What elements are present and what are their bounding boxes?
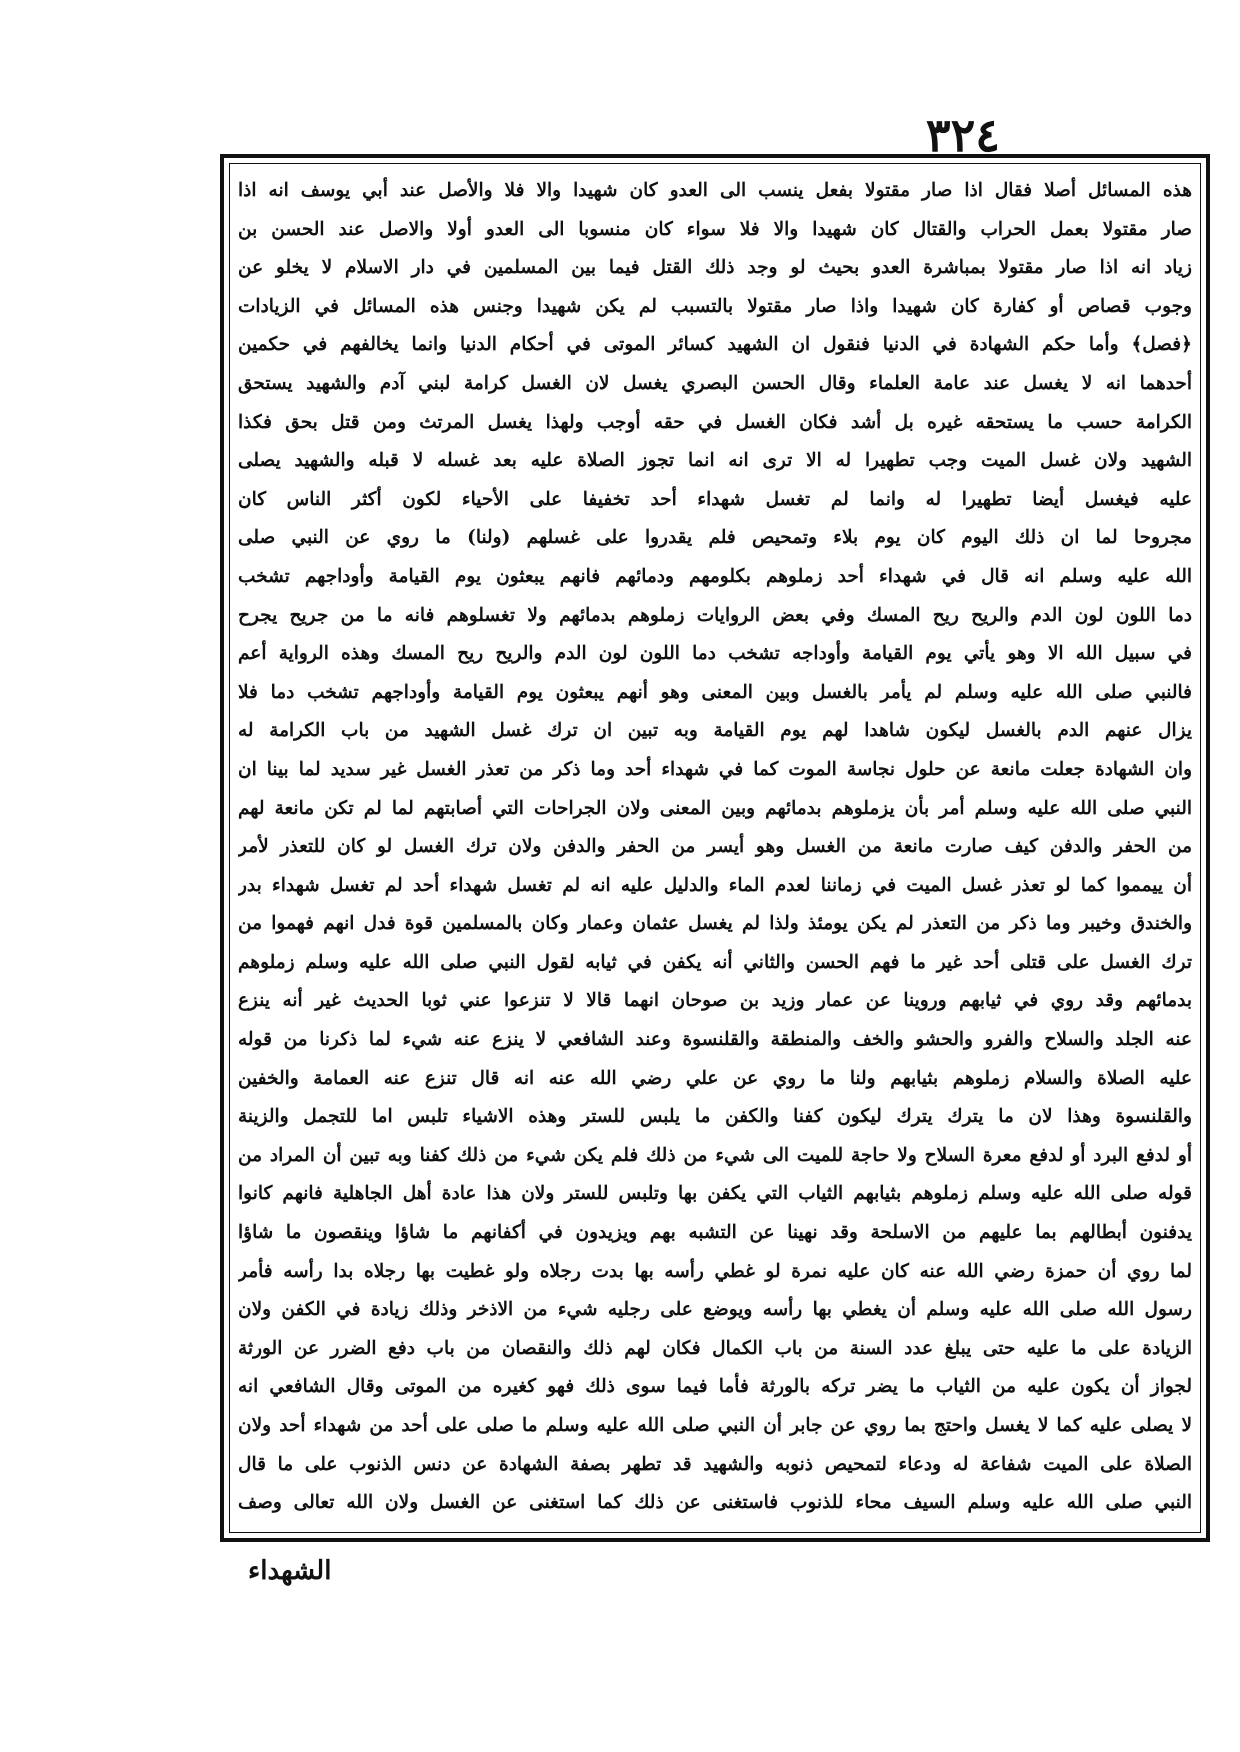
- text-line: عنه الجلد والسلاح والفرو والحشو والخف والمنطقة والقلنسوة وعند الشافعي لا ينزع عنه شيء لما ذكرنا من قوله: [238, 1029, 1192, 1051]
- text-line: أن ييمموا كما لو تعذر غسل الميت في زماننا لعدم الماء والدليل عليه انه لم تغسل شهداء أحد لم تغسل شهداء بدر: [238, 874, 1192, 896]
- text-line: أو لدفع البرد أو لدفع معرة السلاح ولا حاجة للميت الى شيء من ذلك فلم يكن شيء من ذلك كفنا وبه تبين أن المراد من: [238, 1144, 1192, 1166]
- text-line: بدمائهم وقد روي في ثيابهم وروينا عن عمار وزيد بن صوحان انهما قالا لا تنزعوا عني ثوبا الحديث غير أنه ينزع: [238, 990, 1192, 1012]
- catchword: الشهداء: [248, 1556, 332, 1586]
- text-line: من الحفر والدفن كيف صارت مانعة من الغسل وهو أيسر من الحفر والدفن ولان ترك الغسل لو كان للتعذر لأمر: [238, 836, 1192, 858]
- text-line: النبي صلى الله عليه وسلم السيف محاء للذنوب فاستغنى عن ذلك كما استغنى عن الغسل ولان الله تعالى وصف: [238, 1492, 1192, 1514]
- text-line: والقلنسوة وهذا لان ما يترك يترك ليكون كفنا والكفن ما يلبس للستر وهذه الاشياء تلبس اما للتجمل والزينة: [238, 1106, 1192, 1128]
- page-number: ٣٢٤: [925, 108, 1000, 162]
- text-line: أحدهما انه لا يغسل عند عامة العلماء وقال الحسن البصري يغسل لان الغسل كرامة لبني آدم والشهيد يستحق: [238, 372, 1192, 394]
- text-line: النبي صلى الله عليه وسلم أمر بأن يزملوهم بدمائهم وبين المعنى ولان الجراحات التي أصابتهم لما لم تكن مانعة لهم: [238, 797, 1192, 819]
- text-line: هذه المسائل أصلا فقال اذا صار مقتولا بفعل ينسب الى العدو كان شهيدا والا فلا والأصل عند أبي يوسف انه اذا: [238, 180, 1192, 201]
- text-line: في سبيل الله الا وهو يأتي يوم القيامة وأوداجه تشخب دما اللون لون الدم والريح ريح المسك وهذه الرواية أعم: [238, 643, 1192, 665]
- text-line: قوله صلى الله عليه وسلم زملوهم بثيابهم الثياب التي يكفن بها وتلبس للستر ولان هذا عادة أهل الجاهلية فانهم كانوا: [238, 1183, 1192, 1205]
- text-line: وان الشهادة جعلت مانعة عن حلول نجاسة الموت كما في شهداء أحد وما ذكر من تعذر الغسل غير سديد لما بينا ان: [238, 758, 1192, 780]
- text-line: يدفنون أبطالهم بما عليهم من الاسلحة وقد نهينا عن التشبه بهم ويزيدون في أكفانهم ما شاؤا وينقصون ما شاؤا: [238, 1222, 1192, 1244]
- text-line: زياد انه اذا صار مقتولا بمباشرة العدو بحيث لو وجد ذلك القتل فيما بين المسلمين في دار الاسلام لا يخلو عن: [238, 257, 1192, 279]
- text-line: الكرامة حسب ما يستحقه غيره بل أشد فكان الغسل في حقه أوجب ولهذا يغسل المرتث ومن قتل بحق فكذا: [238, 411, 1192, 433]
- text-line: يزال عنهم الدم بالغسل ليكون شاهدا لهم يوم القيامة وبه تبين ان ترك غسل الشهيد من باب الكرامة له: [238, 720, 1192, 742]
- text-line: ترك الغسل على قتلى أحد غير ما فهم الحسن والثاني أنه يكفن في ثيابه لقول النبي صلى الله عليه وسلم زملوهم: [238, 951, 1192, 973]
- text-line: الصلاة على الميت شفاعة له ودعاء لتمحيص ذنوبه والشهيد قد تطهر بصفة الشهادة عن دنس الذنوب على ما قال: [238, 1453, 1192, 1475]
- text-line: فالنبي صلى الله عليه وسلم لم يأمر بالغسل وبين المعنى وهو أنهم يبعثون يوم القيامة وأوداجهم تشخب دما فلا: [238, 681, 1192, 703]
- text-line: لا يصلى عليه كما لا يغسل واحتج بما روي عن جابر أن النبي صلى الله عليه وسلم ما صلى على أحد من شهداء أحد ولان: [238, 1415, 1192, 1436]
- text-line: الشهيد ولان غسل الميت وجب تطهيرا له الا ترى انه انما تجوز الصلاة عليه بعد غسله لا قبله والشهيد يصلى: [238, 450, 1192, 472]
- text-line: دما اللون لون الدم والريح ريح المسك وفي بعض الروايات زملوهم بدمائهم ولا تغسلوهم فانه ما من جريح يجرح: [238, 604, 1192, 626]
- text-line: لما روي أن حمزة رضي الله عنه كان عليه نمرة لو غطي رأسه بها بدت رجلاه ولو غطيت بها رجلاه بدا رأسه فأمر: [238, 1260, 1192, 1282]
- text-line: عليه الصلاة والسلام زملوهم بثيابهم ولنا ما روي عن علي رضي الله عنه انه قال تنزع عنه العمامة والخفين: [238, 1067, 1192, 1089]
- text-line: والخندق وخيبر وما ذكر من التعذر لم يكن يومئذ ولذا لم يغسل عثمان وعمار وكان بالمسلمين قوة فدل انهم فهموا من: [238, 913, 1192, 935]
- text-line: لجواز أن يكون عليه من الثياب ما يضر تركه بالورثة فأما فيما سوى ذلك فهو كغيره من الموتى وقال الشافعي انه: [238, 1376, 1192, 1398]
- text-line: عليه فيغسل أيضا تطهيرا له وانما لم تغسل شهداء أحد تخفيفا على الأحياء لكون أكثر الناس كان: [238, 488, 1192, 510]
- text-line: ﴿فصل﴾ وأما حكم الشهادة في الدنيا فنقول ان الشهيد كسائر الموتى في أحكام الدنيا وانما يخالفهم في حكمين: [238, 334, 1192, 356]
- main-text: [238, 172, 1192, 1524]
- text-line: مجروحا لما ان ذلك اليوم كان يوم بلاء وتمحيص فلم يقدروا على غسلهم (ولنا) ما روي عن النبي صلى: [238, 527, 1192, 549]
- text-line: رسول الله صلى الله عليه وسلم أن يغطي بها رأسه ويوضع على رجليه شيء من الاذخر وذلك زيادة في الكفن ولان: [238, 1299, 1192, 1321]
- text-line: وجوب قصاص أو كفارة كان شهيدا واذا صار مقتولا بالتسبب لم يكن شهيدا وجنس هذه المسائل في الزيادات: [238, 295, 1192, 317]
- text-line: الله عليه وسلم انه قال في شهداء أحد زملوهم بكلومهم ودمائهم فانهم يبعثون يوم القيامة وأوداجهم تشخب: [238, 565, 1192, 587]
- text-line: صار مقتولا بعمل الحراب والقتال كان شهيدا والا فلا سواء كان منسوبا الى العدو أولا والاصل عند الحسن بن: [238, 218, 1192, 240]
- text-line: الزيادة على ما عليه حتى يبلغ عدد السنة من باب الكمال فكان لهم ذلك والنقصان من باب دفع الضرر عن الورثة: [238, 1337, 1192, 1359]
